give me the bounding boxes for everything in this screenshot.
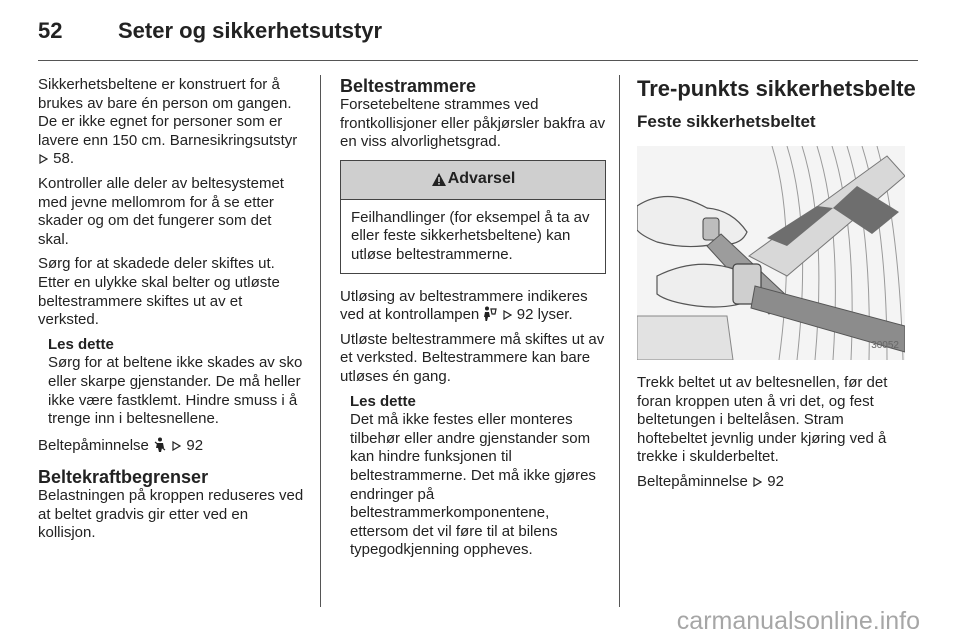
- reminder-reference: Beltepåminnelse 92: [38, 436, 204, 454]
- paragraph: Utløste beltestrammere må skiftes ut av et verksted. Beltestrammere kan bare utløses én gang.: [340, 330, 605, 385]
- column-2: [340, 76, 606, 568]
- section-heading-tensioner: Beltestrammere: [340, 76, 477, 96]
- note-text: Det må ikke festes eller monteres tilbehør eller andre gjenstander som kan hindre funksjonen til beltestrammerne. Det må ikke gjøres endringer på beltestrammerkomponentene, ettersom det vil føre til at bilens typegodkjenning oppheves.: [350, 411, 596, 559]
- page-number: 52: [38, 18, 63, 43]
- paragraph: Forsetebeltene strammes ved frontkollisjoner eller påkjørsler bakfra av en viss alvorlighetsgrad.: [340, 96, 606, 151]
- watermark: carmanualsonline.info: [676, 607, 920, 635]
- note-text: Sørg for at beltene ikke skades av sko eller skarpe gjenstander. De må heller ikke være fastklemt. Hindre smuss i å trenge inn i beltesnellene.: [48, 354, 303, 428]
- paragraph: Sørg for at skadede deler skiftes ut. Etter en ulykke skal belter og utløste beltestrammere skiftes ut av et verksted.: [38, 255, 280, 329]
- section-heading-limiter: Beltekraftbegrenser: [38, 467, 209, 488]
- airbag-tensioner-lamp-icon: [483, 306, 497, 322]
- column-3: [637, 76, 916, 498]
- seatbelt-reminder-icon: [153, 437, 167, 453]
- seatbelt-drawing: [637, 146, 905, 360]
- paragraph: Utløsing av beltestrammere indikeres ved at kontrollampen 92 lyser.: [340, 287, 588, 324]
- warning-title: Advarsel: [447, 170, 516, 188]
- note-title: Les dette: [350, 392, 416, 410]
- paragraph: Trekk beltet ut av beltesnellen, før det foran kroppen uten å vri det, og fest beltetungen i beltelåsen. Stram hoftebeltet jevnlig under kjøring ved å trekke i skulderbeltet.: [637, 374, 888, 466]
- subheading-fasten-belt: Feste sikkerhetsbeltet: [637, 112, 816, 131]
- note: [38, 336, 306, 429]
- seatbelt-illustration: [637, 146, 905, 360]
- column-divider-1: [320, 75, 321, 607]
- section-heading-three-point-belt: Tre-punkts sikkerhetsbelte: [637, 76, 916, 101]
- figure-number: 30052: [871, 340, 899, 352]
- note: [340, 393, 606, 560]
- warning-text: Feilhandlinger (for eksempel å ta av eller feste sikkerhetsbeltene) kan utløse beltestrammerne.: [351, 208, 590, 263]
- reference-icon: [39, 154, 48, 164]
- paragraph: Belastningen på kroppen reduseres ved at beltet gradvis gir etter ved en kollisjon.: [38, 487, 304, 542]
- header-divider: [38, 60, 918, 61]
- reference-icon: [503, 310, 512, 320]
- paragraph: Sikkerhetsbeltene er konstruert for å brukes av bare én person om gangen. De er ikke egnet for personer som er lavere enn 150 cm. Barnesikringsutstyr 58.: [38, 76, 298, 168]
- column-divider-2: [619, 75, 620, 607]
- warning-header: [341, 161, 605, 200]
- reminder-reference: Beltepåminnelse 92: [637, 472, 784, 490]
- reference-icon: [172, 441, 181, 451]
- warning-triangle-icon: [431, 172, 447, 187]
- warning-box: [340, 160, 606, 274]
- reference-icon: [753, 477, 762, 487]
- column-1: [38, 76, 306, 549]
- page-title: Seter og sikkerhetsutstyr: [118, 18, 383, 43]
- paragraph: Kontroller alle deler av beltesystemet med jevne mellomrom for å se etter skader og om det fungerer som det skal.: [38, 174, 284, 248]
- note-title: Les dette: [48, 335, 114, 353]
